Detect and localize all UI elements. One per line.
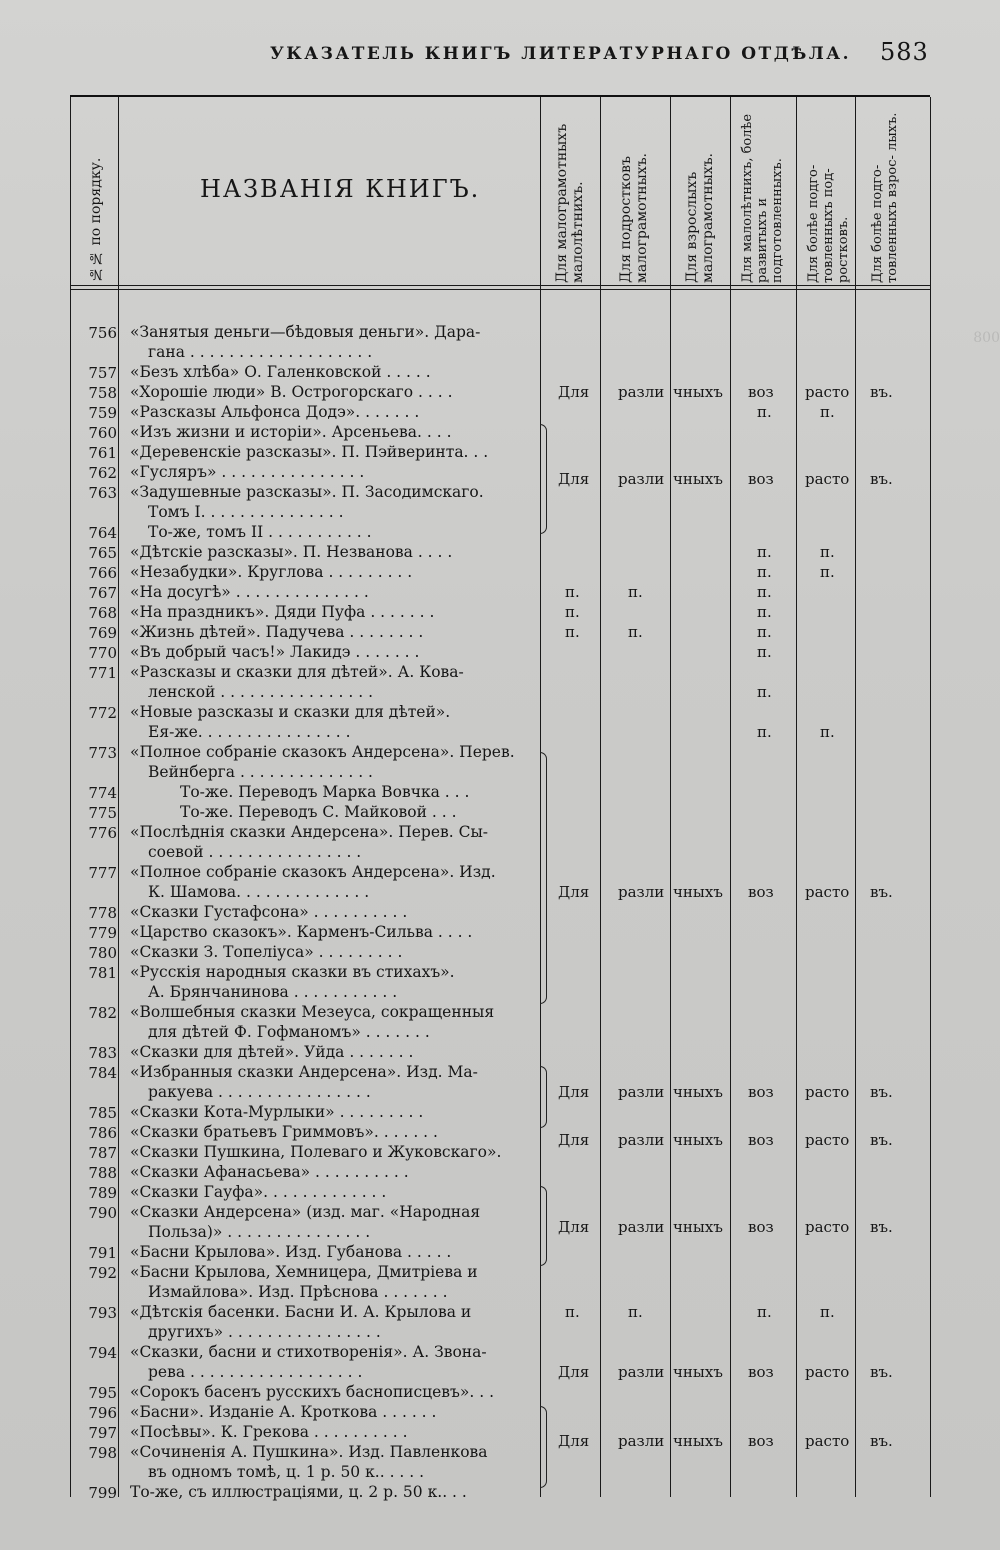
book-title-cont: для дѣтей Ф. Гофманомъ» . . . . . . . (148, 1023, 430, 1041)
book-title: «Незабудки». Круглова . . . . . . . . . (130, 563, 413, 581)
col-header-2: Для подростковъ малограмотныхъ. (618, 153, 650, 283)
row-number: 760 (88, 424, 117, 442)
book-title: «Дѣтскіе разсказы». П. Незванова . . . . (130, 543, 453, 561)
row-number: 761 (88, 444, 117, 462)
bleed-through: 800 (973, 330, 1000, 346)
book-title: «Полное собраніе сказокъ Андерсена». Перев. (130, 743, 515, 761)
book-title: «Сказки для дѣтей». Уйда . . . . . . . (130, 1043, 414, 1061)
row-number: 772 (88, 704, 117, 722)
row-number: 797 (88, 1424, 117, 1442)
row-number: 759 (88, 404, 117, 422)
row-number: 773 (88, 744, 117, 762)
book-title: «Сказки Афанасьева» . . . . . . . . . . (130, 1163, 409, 1181)
book-title: «Разсказы Альфонса Додэ». . . . . . . (130, 403, 420, 421)
book-title: «Сорокъ басенъ русскихъ баснописцевъ». . . (130, 1383, 495, 1401)
book-title: «Басни Крылова, Хемницера, Дмитріева и (130, 1263, 478, 1281)
book-title: «Сказки Гауфа». . . . . . . . . . . . . (130, 1183, 387, 1201)
row-number: 768 (88, 604, 117, 622)
book-title: «Сказки Пушкина, Полеваго и Жуковскаго». (130, 1143, 502, 1161)
book-title: «Царство сказокъ». Карменъ-Сильва . . . . (130, 923, 473, 941)
book-title: «Занятыя деньги—бѣдовыя деньги». Дара- (130, 323, 481, 341)
row-number: 787 (88, 1144, 117, 1162)
row-number: 777 (88, 864, 117, 882)
brace (540, 1186, 547, 1266)
book-title: «Жизнь дѣтей». Падучева . . . . . . . . (130, 623, 424, 641)
brace (540, 1406, 547, 1488)
book-title-cont: Польза)» . . . . . . . . . . . . . . . (148, 1223, 371, 1241)
row-number: 786 (88, 1124, 117, 1142)
book-title-cont: въ одномъ томѣ, ц. 1 р. 50 к.. . . . . (148, 1463, 425, 1481)
row-number: 780 (88, 944, 117, 962)
book-title-cont: Томъ I. . . . . . . . . . . . . . . (148, 503, 344, 521)
col-header-5: Для болѣе подго- товленныхъ под- ростковъ. (806, 164, 851, 283)
row-number: 793 (88, 1304, 117, 1322)
row-number: 765 (88, 544, 117, 562)
row-number: 785 (88, 1104, 117, 1122)
book-title-cont: Ея-же. . . . . . . . . . . . . . . . (148, 723, 351, 741)
book-title: «Въ добрый часъ!» Лакидэ . . . . . . . (130, 643, 420, 661)
book-title-cont: гана . . . . . . . . . . . . . . . . . . . (148, 343, 373, 361)
row-number: 799 (88, 1484, 117, 1502)
book-title: «Послѣднія сказки Андерсена». Перев. Сы- (130, 823, 489, 841)
row-number: 791 (88, 1244, 117, 1262)
book-title-cont: ракуева . . . . . . . . . . . . . . . . (148, 1083, 371, 1101)
book-title: «Русскія народныя сказки въ стихахъ». (130, 963, 455, 981)
title-col-header: НАЗВАНІЯ КНИГЪ. (200, 175, 481, 203)
book-title: «Сказки Андерсена» (изд. маг. «Народная (130, 1203, 481, 1221)
brace (540, 1066, 547, 1128)
row-number: 764 (88, 524, 117, 542)
row-number: 774 (88, 784, 117, 802)
row-number: 790 (88, 1204, 117, 1222)
book-title: «Сказки З. Топеліуса» . . . . . . . . . (130, 943, 403, 961)
row-number: 789 (88, 1184, 117, 1202)
row-number: 798 (88, 1444, 117, 1462)
row-number: 767 (88, 584, 117, 602)
book-title: «Разсказы и сказки для дѣтей». А. Кова- (130, 663, 464, 681)
row-number: 775 (88, 804, 117, 822)
book-title: «Безъ хлѣба» О. Галенковской . . . . . (130, 363, 431, 381)
book-title: «Гусляръ» . . . . . . . . . . . . . . . (130, 463, 365, 481)
page-number: 583 (880, 38, 929, 66)
row-number: 784 (88, 1064, 117, 1082)
row-number: 776 (88, 824, 117, 842)
book-title-cont: рева . . . . . . . . . . . . . . . . . . (148, 1363, 363, 1381)
row-number: 763 (88, 484, 117, 502)
running-title: УКАЗАТЕЛЬ КНИГЪ ЛИТЕРАТУРНАГО ОТДѢЛА. (270, 44, 852, 64)
book-title: То-же, съ иллюстраціями, ц. 2 р. 50 к.. . . (130, 1483, 467, 1501)
book-title: «Дѣтскія басенки. Басни И. А. Крылова и (130, 1303, 472, 1321)
book-title-cont: соевой . . . . . . . . . . . . . . . . (148, 843, 362, 861)
book-title-cont: К. Шамова. . . . . . . . . . . . . . (148, 883, 370, 901)
row-number: 781 (88, 964, 117, 982)
book-title: То-же. Переводъ Марка Вовчка . . . (180, 783, 470, 801)
book-title: «Посѣвы». К. Грекова . . . . . . . . . . (130, 1423, 408, 1441)
book-title-cont: Измайлова». Изд. Прѣснова . . . . . . . (148, 1283, 448, 1301)
book-title: То-же, томъ II . . . . . . . . . . . (148, 523, 372, 541)
book-title: «Сказки Кота-Мурлыки» . . . . . . . . . (130, 1103, 424, 1121)
book-title-cont: Вейнберга . . . . . . . . . . . . . . (148, 763, 373, 781)
book-title: «Сочиненія А. Пушкина». Изд. Павленкова (130, 1443, 488, 1461)
row-number: 769 (88, 624, 117, 642)
book-title: «На досугѣ» . . . . . . . . . . . . . . (130, 583, 369, 601)
book-title: «Избранныя сказки Андерсена». Изд. Ма- (130, 1063, 478, 1081)
book-title: «Полное собраніе сказокъ Андерсена». Изд. (130, 863, 496, 881)
book-title: «Волшебныя сказки Мезеуса, сокращенныя (130, 1003, 495, 1021)
book-title: «Басни». Изданіе А. Кроткова . . . . . . (130, 1403, 437, 1421)
brace (540, 424, 547, 534)
scanned-page: УКАЗАТЕЛЬ КНИГЪ ЛИТЕРАТУРНАГО ОТДѢЛА. 583 800 №№ по порядку. Для малограмотныхъ малолѣтнихъ. Для подростковъ малограмотныхъ. Для взрослыхъ малограмотныхъ. Для малолѣтнихъ, болѣе развитыхъ и подготовленныхъ. Для болѣе подго- товленныхъ под- ростковъ. Для болѣе подго- товленныхъ взрос- лыхъ. НАЗВАНІЯ КНИГЪ. 756 «Занятыя деньги—бѣдовыя деньги». Дара- гана . . . . . . . . . . . . . . . . . . . 757 «Безъ хлѣба» О. Галенковской . . . . . 758 «Хорошіе люди» В. Острогорскаго . . . . 759 «Разсказы Альфонса Додэ». . . . . . . 760 «Изъ жизни и исторіи». Арсеньева. . . . 761 «Деревенскіе разсказы». П. Пэйверинта. . . 762 «Гусляръ» . . . . . . . . . . . . . . . 763 «Задушевные разсказы». П. Засодимскаго. Томъ I. . . . . . . . . . . . . . . 764 То-же, томъ II . . . . . . . . . . . 765 «Дѣтскіе разсказы». П. Незванова . . . . 766 «Незабудки». Круглова . . . . . . . . . 767 «На досугѣ» . . . . . . . . . . . . . . 768 «На праздникъ». Дяди Пуфа . . . . . . . 769 «Жизнь дѣтей». Падучева . . . . . . . . 770 «Въ добрый часъ!» Лакидэ . . . . . . . 771 «Разсказы и сказки для дѣтей». А. Кова- ленской . . . . . . . . . . . . . . . . 772 «Новые разсказы и сказки для дѣтей». Ея-же. . . . . . . . . . . . . . . . 773 «Полное собраніе сказокъ Андерсена». Перев. Вейнберга . . . . . . . . . . . . . . 774 То-же. Переводъ Марка Вовчка . . . 775 То-же. Переводъ С. Майковой . . . 776 «Послѣднія сказки Андерсена». Перев. Сы- соевой . . . . . . . . . . . . . . . . 777 «Полное собраніе сказокъ Андерсена». Изд. К. Шамова. . . . . . . . . . . . . . 778 «Сказки Густафсона» . . . . . . . . . . 779 «Царство сказокъ». Карменъ-Сильва . . . . 780 «Сказки З. Топеліуса» . . . . . . . . . 781 «Русскія народныя сказки въ стихахъ». А. Брянчанинова . . . . . . . . . . . 782 «Волшебныя сказки Мезеуса, сокращенныя для дѣтей Ф. Гофманомъ» . . . . . . . 783 «Сказки для дѣтей». Уйда . . . . . . . 784 «Избранныя сказки Андерсена». Изд. Ма- ракуева . . . . . . . . . . . . . . . . 785 «Сказки Кота-Мурлыки» . . . . . . . . . 786 «Сказки братьевъ Гриммовъ». . . . . . . 787 «Сказки Пушкина, Полеваго и Жуковскаго». 788 «Сказки Афанасьева» . . . . . . . . . . 789 «Сказки Гауфа». . . . . . . . . . . . . 790 «Сказки Андерсена» (изд. маг. «Народная Польза)» . . . . . . . . . . . . . . . 791 «Басни Крылова». Изд. Губанова . . . . . 792 «Басни Крылова, Хемницера, Дмитріева и Измайлова». Изд. Прѣснова . . . . . . . 793 «Дѣтскія басенки. Басни И. А. Крылова и другихъ» . . . . . . . . . . . . . . . . 794 «Сказки, басни и стихотворенія». А. Звона- рева . . . . . . . . . . . . . . . . . . 795 «Сорокъ басенъ русскихъ баснописцевъ». . . 796 «Басни». Изданіе А. Кроткова . . . . . . 797 «Посѣвы». К. Грекова . . . . . . . . . . 798 «Сочиненія А. Пушкина». Изд. Павленкова въ одномъ томѣ, ц. 1 р. 50 к.. . . . . 799 То-же, съ иллюстраціями, ц. 2 р. 50 к.. . . Для разли чныхъ воз расто въ. п. п. Для разли чныхъ воз расто въ. п. п. п. п. п. п. п. п. п. п. п. п. п. п. п. п. Для разли чныхъ воз расто въ. Для разли чныхъ воз расто въ. Для разли чныхъ воз расто въ. Для разли чныхъ воз расто въ. п. п. п. п. Для разли чныхъ воз расто въ. Для разли чныхъ воз расто въ. (0, 0, 1000, 1550)
row-number: 795 (88, 1384, 117, 1402)
book-title: «Деревенскіе разсказы». П. Пэйверинта. . . (130, 443, 489, 461)
book-title-cont: А. Брянчанинова . . . . . . . . . . . (148, 983, 398, 1001)
row-number: 757 (88, 364, 117, 382)
col-header-4: Для малолѣтнихъ, болѣе развитыхъ и подготовленныхъ. (740, 113, 785, 283)
col-header-6: Для болѣе подго- товленныхъ взрос- лыхъ. (870, 112, 900, 283)
book-title: «Басни Крылова». Изд. Губанова . . . . . (130, 1243, 452, 1261)
book-title: «Изъ жизни и исторіи». Арсеньева. . . . (130, 423, 452, 441)
row-number: 794 (88, 1344, 117, 1362)
book-title: «Сказки Густафсона» . . . . . . . . . . (130, 903, 408, 921)
row-number: 792 (88, 1264, 117, 1282)
book-title: «На праздникъ». Дяди Пуфа . . . . . . . (130, 603, 435, 621)
row-number: 770 (88, 644, 117, 662)
book-title: «Сказки братьевъ Гриммовъ». . . . . . . (130, 1123, 438, 1141)
row-number: 796 (88, 1404, 117, 1422)
row-number: 766 (88, 564, 117, 582)
row-number: 783 (88, 1044, 117, 1062)
row-number: 771 (88, 664, 117, 682)
book-title-cont: другихъ» . . . . . . . . . . . . . . . . (148, 1323, 381, 1341)
book-title: То-же. Переводъ С. Майковой . . . (180, 803, 457, 821)
row-number: 756 (88, 324, 117, 342)
row-number: 758 (88, 384, 117, 402)
book-title: «Задушевные разсказы». П. Засодимскаго. (130, 483, 484, 501)
col-header-1: Для малограмотныхъ малолѣтнихъ. (554, 123, 586, 283)
row-number: 778 (88, 904, 117, 922)
book-title-cont: ленской . . . . . . . . . . . . . . . . (148, 683, 374, 701)
col-header-3: Для взрослыхъ малограмотныхъ. (684, 153, 716, 283)
row-number: 788 (88, 1164, 117, 1182)
book-title: «Новые разсказы и сказки для дѣтей». (130, 703, 451, 721)
book-title: «Сказки, басни и стихотворенія». А. Звона- (130, 1343, 487, 1361)
num-col-header: №№ по порядку. (88, 157, 104, 282)
brace (540, 752, 547, 1004)
row-number: 779 (88, 924, 117, 942)
row-number: 782 (88, 1004, 117, 1022)
row-number: 762 (88, 464, 117, 482)
book-title: «Хорошіе люди» В. Острогорскаго . . . . (130, 383, 453, 401)
